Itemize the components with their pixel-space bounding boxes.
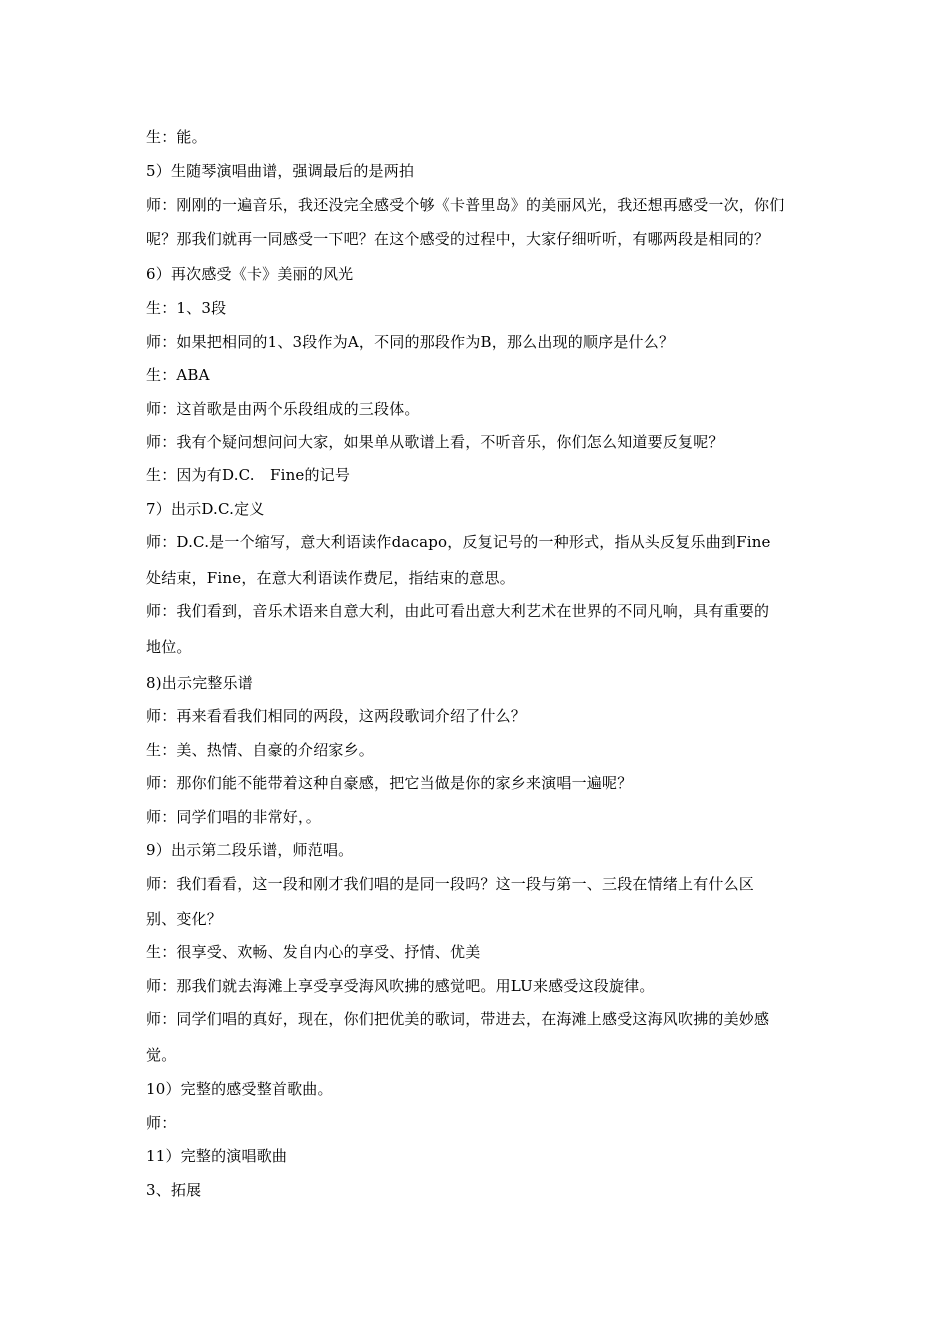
text-line: 7）出示D.C.定义 [146,500,265,518]
text-line: 师：这首歌是由两个乐段组成的三段体。 [146,400,420,418]
text-line: 11）完整的演唱歌曲 [146,1147,288,1165]
text-line: 觉。 [146,1046,177,1064]
text-line: 生：能。 [146,128,207,146]
text-line: 师：同学们唱的非常好，。 [146,808,321,826]
text-line: 生：1、3段 [146,299,227,317]
text-line: 师：同学们唱的真好，现在，你们把优美的歌词，带进去，在海滩上感受这海风吹拂的美妙感 [146,1010,770,1028]
text-line: 9）出示第二段乐谱，师范唱。 [146,841,354,859]
text-line: 师：我有个疑问想问问大家，如果单从歌谱上看，不听音乐，你们怎么知道要反复呢？ [146,433,724,451]
text-line: 处结束，Fine，在意大利语读作费尼，指结束的意思。 [146,569,515,587]
text-line: 生：因为有D.C. Fine的记号 [146,466,351,484]
text-line: 师：我们看看，这一段和刚才我们唱的是同一段吗？这一段与第一、三段在情绪上有什么区 [146,875,755,893]
text-line: 别、变化？ [146,910,223,928]
text-line: 10）完整的感受整首歌曲。 [146,1080,333,1098]
text-line: 师：我们看到，音乐术语来自意大利，由此可看出意大利艺术在世界的不同凡响，具有重要的 [146,602,770,620]
text-line: 生：ABA [146,366,210,384]
text-line: 地位。 [146,638,192,656]
text-line: 师：刚刚的一遍音乐，我还没完全感受个够《卡普里岛》的美丽风光，我还想再感受一次，你们 [146,196,785,214]
text-line: 呢？那我们就再一同感受一下吧？在这个感受的过程中，大家仔细听听，有哪两段是相同的？ [146,230,770,248]
text-line: 5）生随琴演唱曲谱，强调最后的是两拍 [146,162,415,180]
text-line: 师：再来看看我们相同的两段，这两段歌词介绍了什么？ [146,707,527,725]
text-line: 6）再次感受《卡》美丽的风光 [146,265,354,283]
text-line: 师：D.C.是一个缩写，意大利语读作dacapo，反复记号的一种形式，指从头反复乐曲到Fine [146,533,771,551]
text-line: 生：美、热情、自豪的介绍家乡。 [146,741,375,759]
text-line: 8)出示完整乐谱 [146,674,253,692]
text-line: 生：很享受、欢畅、发自内心的享受、抒情、优美 [146,943,481,961]
text-line: 师：那我们就去海滩上享受享受海风吹拂的感觉吧。用LU来感受这段旋律。 [146,977,655,995]
text-line: 师： [146,1114,177,1132]
text-line: 师：如果把相同的1、3段作为A，不同的那段作为B，那么出现的顺序是什么？ [146,333,675,351]
text-line: 3、拓展 [146,1181,202,1199]
text-line: 师：那你们能不能带着这种自豪感，把它当做是你的家乡来演唱一遍呢？ [146,774,633,792]
